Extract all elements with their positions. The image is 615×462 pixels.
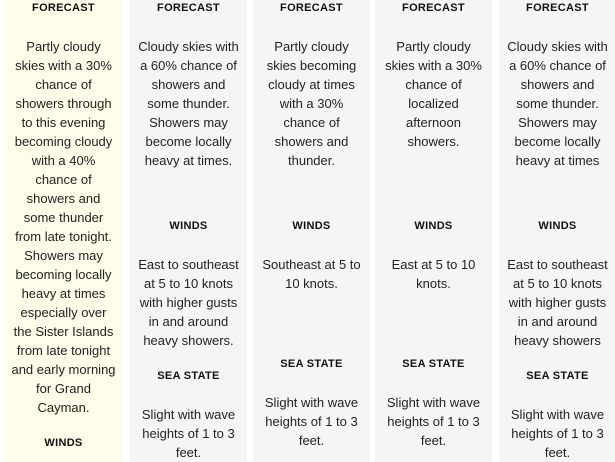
forecast-column-day-5 [499,0,615,462]
sea-state-text: Slight with wave heights of 1 to 3 feet. [264,395,359,448]
forecast-column-day-4 [375,0,492,462]
sea-state-text: Slight with wave heights of 1 to 3 feet. [386,395,481,448]
winds-heading: WINDS [292,220,331,232]
winds-heading: WINDS [44,437,83,449]
sea-state-heading: SEA STATE [157,370,220,382]
forecast-column-day-3 [253,0,370,462]
forecast-heading: FORECAST [157,2,220,14]
forecast-text: Cloudy skies with a 60% chance of showers and some thunder. Showers may become locally heavy at times [507,39,608,168]
forecast-column-today [5,0,122,462]
forecast-text: Partly cloudy skies becoming cloudy at times with a 30% chance of showers and thunder. [266,39,357,168]
forecast-text: Partly cloudy skies with a 30% chance of showers through to this evening becoming cloudy with a 40% chance of showers and some thunder from late tonight. Showers may becoming locally heavy at times especially over the Sister Islands from late tonight and early morning for Grand Cayman. [11,39,116,415]
winds-heading: WINDS [538,220,577,232]
sea-state-text: Slight with wave heights of 1 to 3 feet. [141,407,236,460]
sea-state-heading: SEA STATE [526,370,589,382]
forecast-heading: FORECAST [280,2,343,14]
winds-text: Southeast at 5 to 10 knots. [262,257,361,291]
winds-text: East to southeast at 5 to 10 knots with higher gusts in and around heavy showers. [138,257,239,348]
sea-state-text: Slight with wave heights of 1 to 3 feet. [510,407,605,460]
winds-heading: WINDS [169,220,208,232]
forecast-heading: FORECAST [526,2,589,14]
winds-text: East to southeast at 5 to 10 knots with higher gusts in and around heavy showers [507,257,608,348]
forecast-heading: FORECAST [32,2,95,14]
forecast-text: Partly cloudy skies with a 30% chance of localized afternoon showers. [385,39,482,149]
sea-state-heading: SEA STATE [402,358,465,370]
forecast-column-day-2 [130,0,247,462]
forecast-text: Cloudy skies with a 60% chance of showers and some thunder. Showers may become locally heavy at times. [138,39,239,168]
winds-text: East at 5 to 10 knots. [391,257,476,291]
winds-heading: WINDS [414,220,453,232]
sea-state-heading: SEA STATE [280,358,343,370]
forecast-heading: FORECAST [402,2,465,14]
